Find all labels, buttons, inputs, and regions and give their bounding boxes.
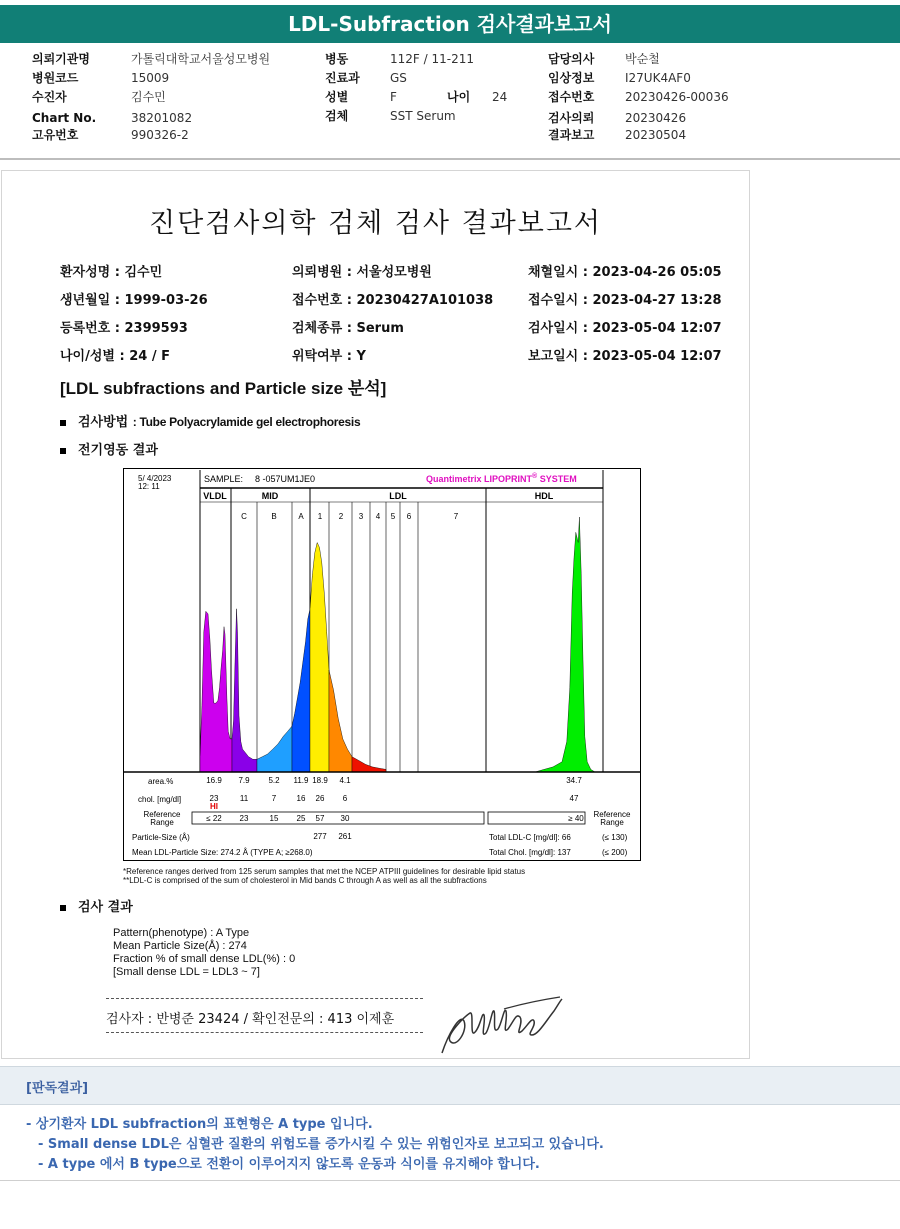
curve-segment	[352, 757, 386, 772]
group-label: HDL	[534, 491, 554, 501]
header-value: 가톨릭대학교서울성모병원	[131, 52, 271, 66]
header-value: 112F / 11-211	[390, 52, 474, 66]
ref-value: 30	[340, 814, 350, 823]
header-label: 고유번호	[32, 128, 79, 142]
mean-particle-size: Mean LDL-Particle Size: 274.2 Å (TYPE A; ≥268.0)	[132, 848, 313, 857]
chol-value: 23	[209, 794, 219, 803]
area-value: 7.9	[238, 776, 250, 785]
sample-id: 8 -057UM1JE0	[255, 474, 316, 484]
header-value: I27UK4AF0	[625, 71, 691, 85]
electro-line	[60, 439, 158, 458]
header-value: 15009	[131, 71, 170, 85]
method-label: 검사방법	[78, 415, 129, 430]
total-ldl: Total LDL-C [mg/dl]: 66	[489, 833, 571, 842]
divider-top	[106, 998, 423, 999]
header-value: GS	[390, 71, 407, 85]
chol-value: 16	[296, 794, 306, 803]
total-chol-ref: (≤ 200)	[602, 848, 628, 857]
footnote: *Reference ranges derived from 125 serum samples that met the NCEP ATPIII guidelines for desirable lipid status	[123, 867, 526, 876]
area-label: area.%	[148, 777, 174, 786]
header-value: 24	[492, 90, 508, 104]
band-label: C	[241, 512, 247, 521]
patient-info: 검사일시 : 2023-05-04 12:07	[528, 321, 722, 336]
band-label: 3	[358, 512, 364, 521]
header-value: 20230426	[625, 111, 687, 125]
method-line	[60, 411, 360, 430]
header-label: 수진자	[32, 90, 67, 104]
sample-label: SAMPLE:	[204, 474, 244, 484]
result-label: 검사 결과	[78, 900, 133, 915]
footnote: **LDL-C is comprised of the sum of cholesterol in Mid bands C through A as well as all the subfractions	[123, 876, 487, 885]
header-label: 성별	[325, 90, 349, 104]
patient-info: 검체종류 : Serum	[292, 321, 404, 336]
area-value: 34.7	[566, 776, 582, 785]
area-value: 16.9	[206, 776, 222, 785]
ref-value: ≤ 22	[206, 814, 222, 823]
patient-info: 생년월일 : 1999-03-26	[60, 293, 208, 308]
divider-bottom	[106, 1032, 423, 1033]
examiner-line: 검사자 : 반병준 23424 / 확인전문의 : 413 이제훈	[106, 1012, 395, 1027]
header-label: 접수번호	[548, 90, 595, 104]
particle-value: 277	[313, 832, 327, 841]
electro-label: 전기영동 결과	[78, 443, 158, 458]
particle-label: Particle-Size (Å)	[132, 833, 190, 842]
bullet-icon	[60, 905, 66, 911]
header-label: 검체	[325, 109, 349, 123]
patient-info: 접수번호 : 20230427A101038	[292, 293, 494, 308]
patient-info: 위탁여부 : Y	[292, 349, 366, 364]
bullet-icon	[60, 420, 66, 426]
patient-info: 채혈일시 : 2023-04-26 05:05	[528, 265, 722, 280]
curve-segment	[292, 609, 310, 772]
chart-time: 12: 11	[138, 482, 160, 491]
hi-flag: HI	[210, 802, 218, 811]
band-label: 2	[338, 512, 344, 521]
header-value: 김수민	[131, 90, 166, 104]
band-label: A	[298, 512, 304, 521]
header-label: Chart No.	[32, 111, 97, 125]
ref-value: 25	[296, 814, 306, 823]
chol-value: 26	[315, 794, 325, 803]
patient-info: 환자성명 : 김수민	[60, 265, 163, 280]
ref-label-right: Reference Range	[593, 810, 631, 827]
ref-value: 57	[315, 814, 325, 823]
result-item: Fraction % of small dense LDL(%) : 0	[113, 953, 296, 965]
curve-segment	[232, 609, 257, 772]
judgement-line: - Small dense LDL은 심혈관 질환의 위험도를 증가시킬 수 있는 위험인자로 보고되고 있습니다.	[38, 1137, 604, 1152]
area-value: 11.9	[293, 776, 309, 785]
method-value: : Tube Polyacrylamide gel electrophoresis	[132, 415, 361, 429]
curve-segment	[329, 670, 352, 772]
ref-value: 15	[269, 814, 279, 823]
judgement-line: - 상기환자 LDL subfraction의 표현형은 A type 입니다.	[26, 1117, 373, 1132]
chol-label: chol. [mg/dl]	[138, 795, 182, 804]
band-label: 5	[390, 512, 396, 521]
result-line	[60, 896, 133, 915]
ref-value: 23	[239, 814, 249, 823]
section-title: [LDL subfractions and Particle size 분석]	[60, 379, 387, 398]
ref-label: Reference Range	[143, 810, 181, 827]
header-divider	[0, 158, 900, 160]
group-label: MID	[261, 491, 279, 501]
patient-info: 보고일시 : 2023-05-04 12:07	[528, 349, 722, 364]
report-title: 진단검사의학 검체 검사 결과보고서	[149, 208, 602, 239]
chart-date: 5/ 4/2023	[138, 474, 172, 483]
chol-value: 11	[239, 794, 249, 803]
bottom-divider	[0, 1180, 900, 1181]
area-value: 4.1	[339, 776, 351, 785]
brand-name: Quantimetrix LIPOPRINT	[426, 474, 533, 484]
band-label: 6	[406, 512, 412, 521]
patient-info: 나이/성별 : 24 / F	[60, 349, 171, 364]
header-label: 나이	[447, 90, 471, 104]
header-label: 의뢰기관명	[32, 52, 90, 66]
header-value: 20230426-00036	[625, 90, 729, 104]
header-value: SST Serum	[390, 109, 456, 123]
header-label: 결과보고	[548, 128, 595, 142]
header-label: 임상정보	[548, 71, 595, 85]
brand-suffix: SYSTEM	[537, 474, 577, 484]
curve-segment	[257, 726, 292, 772]
result-item: Mean Particle Size(Å) : 274	[113, 940, 247, 952]
curve-segment	[310, 543, 329, 773]
electrophoresis-chart	[123, 468, 641, 861]
page-title: LDL-Subfraction 검사결과보고서	[0, 5, 900, 43]
band-label: 7	[453, 512, 459, 521]
band-label: 4	[375, 512, 381, 521]
brand-mark: ®	[532, 473, 538, 480]
result-item: [Small dense LDL = LDL3 ~ 7]	[113, 966, 260, 978]
chol-value: 7	[271, 794, 277, 803]
group-label: VLDL	[203, 491, 227, 501]
header-value: 박순철	[625, 52, 660, 66]
band-label: B	[271, 512, 277, 521]
curve-segment	[535, 517, 595, 772]
judgement-title: [판독결과]	[26, 1081, 89, 1096]
group-label: LDL	[389, 491, 407, 501]
total-chol: Total Chol. [mg/dl]: 137	[489, 848, 571, 857]
area-value: 5.2	[268, 776, 280, 785]
header-value: 20230504	[625, 128, 687, 142]
chol-value: 6	[342, 794, 348, 803]
judgement-line: - A type 에서 B type으로 전환이 이루어지지 않도록 운동과 식이를 유지해야 합니다.	[38, 1157, 540, 1172]
header-value: F	[390, 90, 397, 104]
ref-box	[192, 812, 484, 824]
band-label: 1	[317, 512, 323, 521]
header-value: 38201082	[131, 111, 193, 125]
total-ldl-ref: (≤ 130)	[602, 833, 628, 842]
electrophoresis-plot	[124, 469, 640, 860]
report-document	[1, 170, 750, 1059]
header-value: 990326-2	[131, 128, 189, 142]
header-info	[0, 50, 900, 150]
curve-segment	[200, 611, 232, 772]
patient-info: 접수일시 : 2023-04-27 13:28	[528, 293, 722, 308]
chol-value: 47	[569, 794, 579, 803]
patient-info: 의뢰병원 : 서울성모병원	[292, 265, 432, 280]
area-value: 18.9	[312, 776, 328, 785]
bullet-icon	[60, 448, 66, 454]
header-label: 검사의뢰	[548, 111, 595, 125]
header-label: 진료과	[325, 71, 360, 85]
ref-value: ≥ 40	[568, 814, 584, 823]
header-label: 병동	[325, 52, 349, 66]
header-label: 병원코드	[32, 71, 79, 85]
header-label: 담당의사	[548, 52, 595, 66]
signature	[434, 991, 564, 1059]
judgement-header	[0, 1066, 900, 1105]
result-item: Pattern(phenotype) : A Type	[113, 927, 250, 939]
patient-info: 등록번호 : 2399593	[60, 321, 188, 336]
particle-value: 261	[338, 832, 352, 841]
